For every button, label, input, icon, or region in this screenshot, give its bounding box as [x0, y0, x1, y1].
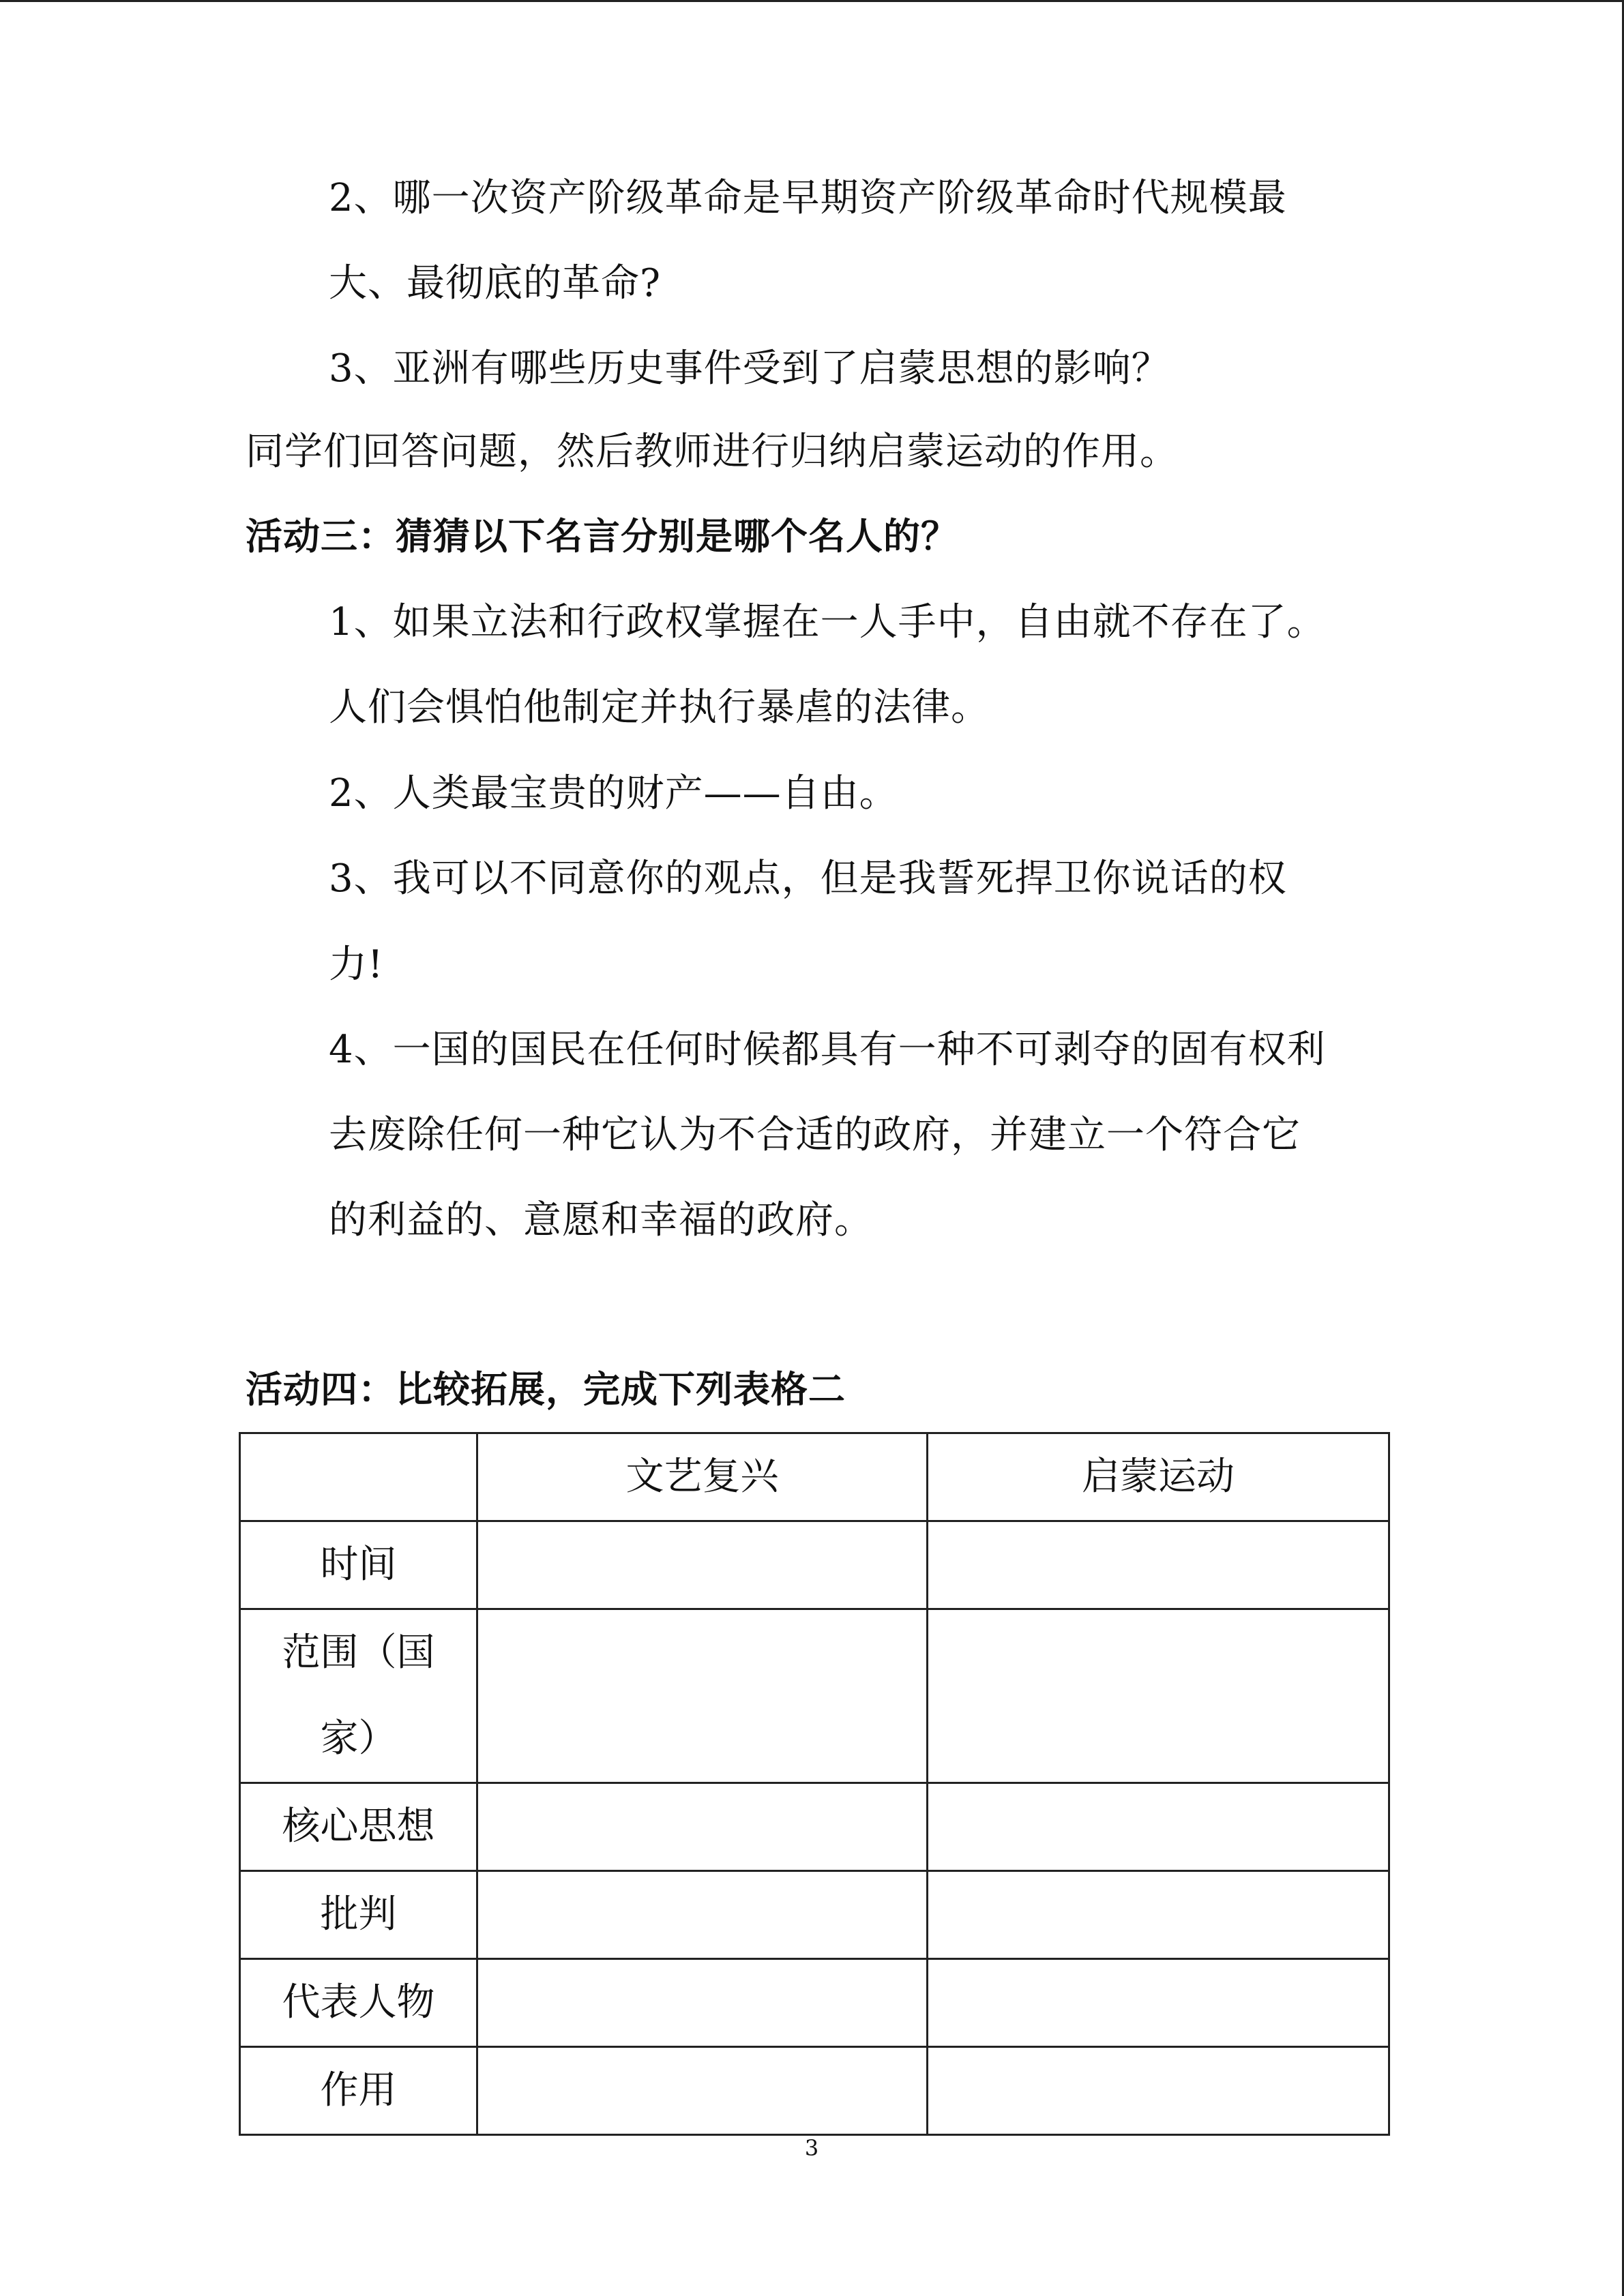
cell-enlightenment-core-idea[interactable] — [928, 1783, 1389, 1871]
header-renaissance: 文艺复兴 — [477, 1433, 928, 1521]
cell-enlightenment-time[interactable] — [928, 1521, 1389, 1609]
quote-4-line-1: 4、一国的国民在任何时候都具有一种不可剥夺的固有权利 — [329, 1028, 1326, 1072]
question-2-line-2: 大、最彻底的革命? — [329, 261, 662, 305]
quote-3-line-2: 力! — [329, 942, 384, 987]
quote-1-line-2: 人们会惧怕他制定并执行暴虐的法律。 — [329, 685, 990, 730]
activity4-heading: 活动四：比较拓展，完成下列表格二 — [246, 1368, 846, 1411]
table-row — [240, 1871, 1389, 1959]
table-row — [240, 1609, 1389, 1783]
row-label-figures: 代表人物 — [240, 1959, 477, 2047]
quote-3-line-1: 3、我可以不同意你的观点，但是我誓死捍卫你说话的权 — [329, 856, 1287, 901]
cell-enlightenment-criticism[interactable] — [928, 1871, 1389, 1959]
row-label-time: 时间 — [240, 1521, 477, 1609]
header-corner-cell — [240, 1433, 477, 1521]
question-3: 3、亚洲有哪些历史事件受到了启蒙思想的影响？ — [329, 346, 1170, 391]
row-label-scope: 范围（国家） — [240, 1609, 477, 1783]
row-label-effect: 作用 — [240, 2047, 477, 2135]
quote-4-line-3: 的利益的、意愿和幸福的政府。 — [329, 1198, 873, 1242]
cell-renaissance-time[interactable] — [477, 1521, 928, 1609]
quote-4-line-2: 去废除任何一种它认为不合适的政府，并建立一个符合它 — [329, 1113, 1301, 1157]
page-number: 3 — [804, 2135, 819, 2161]
table-row — [240, 2047, 1389, 2135]
cell-renaissance-effect[interactable] — [477, 2047, 928, 2135]
quote-1-line-1: 1、如果立法和行政权掌握在一人手中，自由就不存在了。 — [329, 600, 1326, 644]
row-label-criticism: 批判 — [240, 1871, 477, 1959]
cell-renaissance-criticism[interactable] — [477, 1871, 928, 1959]
comparison-table — [239, 1432, 1390, 2136]
table-row — [240, 1521, 1389, 1609]
header-enlightenment: 启蒙运动 — [928, 1433, 1389, 1521]
table-row — [240, 1959, 1389, 2047]
cell-enlightenment-scope[interactable] — [928, 1609, 1389, 1783]
quote-2: 2、人类最宝贵的财产——自由。 — [329, 771, 898, 816]
cell-enlightenment-figures[interactable] — [928, 1959, 1389, 2047]
page-border-top — [0, 0, 1624, 2]
cell-renaissance-scope[interactable] — [477, 1609, 928, 1783]
table-row — [240, 1783, 1389, 1871]
cell-enlightenment-effect[interactable] — [928, 2047, 1389, 2135]
cell-renaissance-figures[interactable] — [477, 1959, 928, 2047]
table-header-row — [240, 1433, 1389, 1521]
cell-renaissance-core-idea[interactable] — [477, 1783, 928, 1871]
row-label-core-idea: 核心思想 — [240, 1783, 477, 1871]
activity3-heading: 活动三：猜猜以下名言分别是哪个名人的？ — [246, 515, 958, 558]
question-2-line-1: 2、哪一次资产阶级革命是早期资产阶级革命时代规模最 — [329, 176, 1287, 220]
summary-text: 同学们回答问题，然后教师进行归纳启蒙运动的作用。 — [246, 430, 1179, 474]
